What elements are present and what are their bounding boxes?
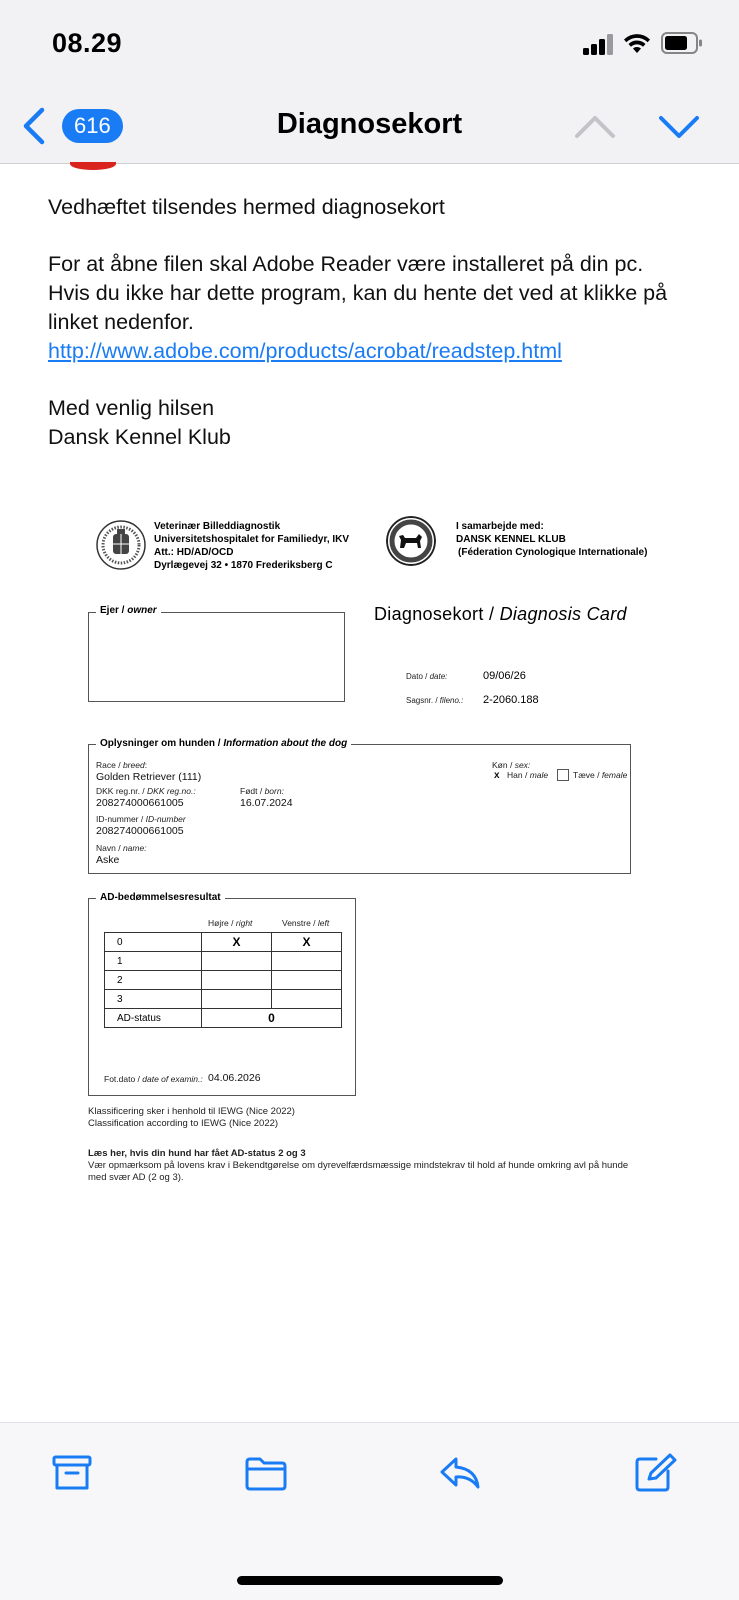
ad-grade-table [104,932,342,1028]
dkk-logo-icon [386,516,436,566]
female-label: Tæve / female [573,770,628,780]
reply-icon[interactable] [438,1453,482,1493]
home-indicator [237,1576,503,1585]
partner-header: I samarbejde med: DANSK KENNEL KLUB (Féderation Cynologique Internationale) [456,521,648,558]
reg-label: DKK reg.nr. / DKK reg.no.: [96,786,196,796]
male-label: Han / male [507,770,549,780]
card-title: Diagnosekort / Diagnosis Card [374,604,627,624]
email-greeting: Med venlig hilsen [48,396,215,420]
left-column-header: Venstre / left [282,918,330,928]
bottom-toolbar [0,1422,739,1600]
page-title: Diagnosekort [276,108,463,140]
exam-date-label: Fot.dato / date of examin.: [104,1074,203,1084]
breed-value: Golden Retriever (111) [96,771,202,783]
female-checkbox [557,769,569,781]
email-body [48,193,708,480]
name-value: Aske [96,854,120,866]
fileno-value: 2-2060.188 [483,694,539,706]
archive-icon[interactable] [50,1453,94,1493]
right-column-header: Højre / right [208,918,253,928]
reg-value: 208274000661005 [96,797,184,809]
table-row: 2 [105,971,342,990]
cellular-signal-icon [583,33,613,55]
fileno-label: Sagsnr. / fileno.: [406,696,464,705]
folder-move-icon[interactable] [244,1453,288,1493]
date-label: Dato / date: [406,672,448,681]
id-value: 208274000661005 [96,825,184,837]
unread-count-badge[interactable]: 616 [62,109,123,143]
classification-note: Klassificering sker i henhold til IEWG (Nice 2022) Classification according to IEWG (Nice 2022) [88,1106,295,1129]
back-chevron-icon[interactable] [20,106,48,146]
owner-box [88,612,345,702]
previous-message-chevron-up-icon[interactable] [574,112,616,142]
status-bar [0,0,739,92]
id-label: ID-nummer / ID-number [96,814,186,824]
email-instructions: For at åbne filen skal Adobe Reader være installeret på din pc. [48,252,644,276]
ad-status-notice: Læs her, hvis din hund har fået AD-status 2 og 3 Vær opmærksom på lovens krav i Bekendtgørelse om dyrevelfærdsmæssige mindstekrav til hold af hunde omkring avl på hunde med svær AD (2 og 3). [88,1148,629,1183]
battery-icon [661,32,703,54]
ad-results-label: AD-bedømmelsesresultat [96,892,225,903]
dog-info-label: Oplysninger om hunden / Information about the dog [96,738,351,749]
born-label: Født / born: [240,786,284,796]
ad-status-value: 0 [202,1009,342,1028]
dog-info-box [88,744,631,874]
table-row: 0 X X [105,933,342,952]
wifi-icon [622,31,652,55]
exam-date-value: 04.06.2026 [208,1072,261,1084]
owner-label: Ejer / owner [96,605,161,616]
adobe-reader-link[interactable]: http://www.adobe.com/products/acrobat/readstep.html [48,339,562,363]
born-value: 16.07.2024 [240,797,293,809]
sex-label: Køn / sex: [492,760,531,770]
university-seal-icon [96,520,146,570]
nav-bar [0,92,739,164]
breed-label: Race / breed: [96,760,148,770]
sender-avatar-edge [70,162,116,170]
email-instructions-2: Hvis du ikke har dette program, kan du hente det ved at klikke på linket nedenfor. [48,281,668,334]
clinic-header: Veterinær Billeddiagnostik Universitetshospitalet for Familiedyr, IKV Att.: HD/AD/OCD Dyrlægevej 32 • 1870 Frederiksberg C [154,521,350,571]
email-intro: Vedhæftet tilsendes hermed diagnosekort [48,195,445,219]
table-row: 3 [105,990,342,1009]
diagnosis-card-attachment[interactable] [88,520,688,1220]
table-row: AD-status 0 [105,1009,342,1028]
table-row: 1 [105,952,342,971]
male-checkbox-mark: x [494,770,500,781]
status-time: 08.29 [52,28,123,58]
compose-icon[interactable] [634,1453,678,1493]
date-value: 09/06/26 [483,670,526,682]
next-message-chevron-down-icon[interactable] [658,112,700,142]
email-signature: Dansk Kennel Klub [48,425,231,449]
name-label: Navn / name: [96,843,147,853]
